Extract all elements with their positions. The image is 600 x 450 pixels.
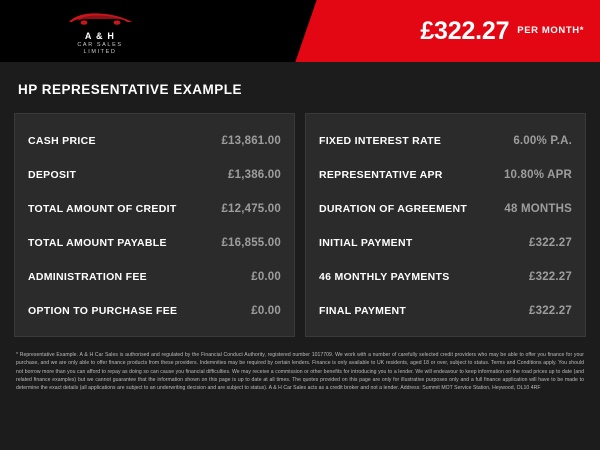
table-row bbox=[15, 192, 294, 226]
table-row bbox=[15, 260, 294, 294]
table-row bbox=[306, 260, 585, 294]
row-label: OPTION TO PURCHASE FEE bbox=[28, 305, 178, 317]
right-details-panel bbox=[305, 113, 586, 337]
panels bbox=[0, 97, 600, 337]
row-label: FIXED INTEREST RATE bbox=[319, 135, 442, 147]
table-row bbox=[306, 294, 585, 328]
price-amount: £322.27 bbox=[420, 16, 510, 45]
table-row bbox=[15, 226, 294, 260]
table-row bbox=[306, 192, 585, 226]
row-value: £0.00 bbox=[251, 305, 281, 317]
disclaimer-text: * Representative Example. A & H Car Sales is authorised and regulated by the Financial Conduct Authority, registered number 1017709. We work with a number of carefully selected credit providers who may be able to offer you finance for your purchase, and we are only able to offer finance products from these providers. Indemnities may be required by certain lenders. Finance is only available to UK residents, aged 18 or over, subject to status. Terms and Conditions apply. You should not borrow more than you can afford to repay as doing so can cause you financial difficulties. We may receive a commission or other benefits for introducing you to a lender. We will endeavour to keep information on the road prices up to date (and related finance examples) but we cannot guarantee that the information shown on this page is up to date at all times. The quotes provided on this page are only for illustrative purposes only and a full finance application will have to be made to determine the exact details (all applications are subject to an underwriting decision and are subject to status). A & H Car Sales acts as a credit broker and not a lender. Address: Summit MOT Service Station, Heywood, OL10 4RF bbox=[16, 352, 584, 391]
row-value: £0.00 bbox=[251, 271, 281, 283]
row-label: REPRESENTATIVE APR bbox=[319, 169, 443, 181]
table-row bbox=[15, 158, 294, 192]
logo-subtitle-2: LIMITED bbox=[83, 48, 117, 55]
row-value: £13,861.00 bbox=[221, 135, 281, 147]
row-label: DURATION OF AGREEMENT bbox=[319, 203, 468, 215]
row-label: DEPOSIT bbox=[28, 169, 77, 181]
row-value: £16,855.00 bbox=[221, 237, 281, 249]
row-label: ADMINISTRATION FEE bbox=[28, 271, 147, 283]
row-value: £322.27 bbox=[529, 305, 572, 317]
row-value: 6.00% P.A. bbox=[513, 135, 572, 147]
table-row bbox=[306, 124, 585, 158]
monthly-price-banner bbox=[332, 0, 600, 62]
row-value: 48 MONTHS bbox=[504, 203, 572, 215]
row-label: INITIAL PAYMENT bbox=[319, 237, 413, 249]
table-row bbox=[15, 124, 294, 158]
sports-car-icon bbox=[65, 9, 135, 31]
logo-subtitle: CAR SALES bbox=[77, 42, 123, 48]
row-label: FINAL PAYMENT bbox=[319, 305, 407, 317]
table-row bbox=[306, 226, 585, 260]
row-label: TOTAL AMOUNT PAYABLE bbox=[28, 237, 167, 249]
header bbox=[0, 0, 600, 62]
row-value: £322.27 bbox=[529, 237, 572, 249]
table-row bbox=[15, 294, 294, 328]
row-label: 46 MONTHLY PAYMENTS bbox=[319, 271, 450, 283]
left-details-panel bbox=[14, 113, 295, 337]
row-value: 10.80% APR bbox=[503, 169, 572, 181]
row-value: £12,475.00 bbox=[221, 203, 281, 215]
row-label: CASH PRICE bbox=[28, 135, 96, 147]
row-value: £1,386.00 bbox=[228, 169, 281, 181]
logo-name: A & H bbox=[84, 31, 116, 41]
page-title: HP REPRESENTATIVE EXAMPLE bbox=[18, 82, 243, 97]
logo[interactable] bbox=[0, 0, 200, 62]
row-value: £322.27 bbox=[529, 271, 572, 283]
price-period: PER MONTH* bbox=[517, 24, 584, 36]
row-label: TOTAL AMOUNT OF CREDIT bbox=[28, 203, 177, 215]
table-row bbox=[306, 158, 585, 192]
